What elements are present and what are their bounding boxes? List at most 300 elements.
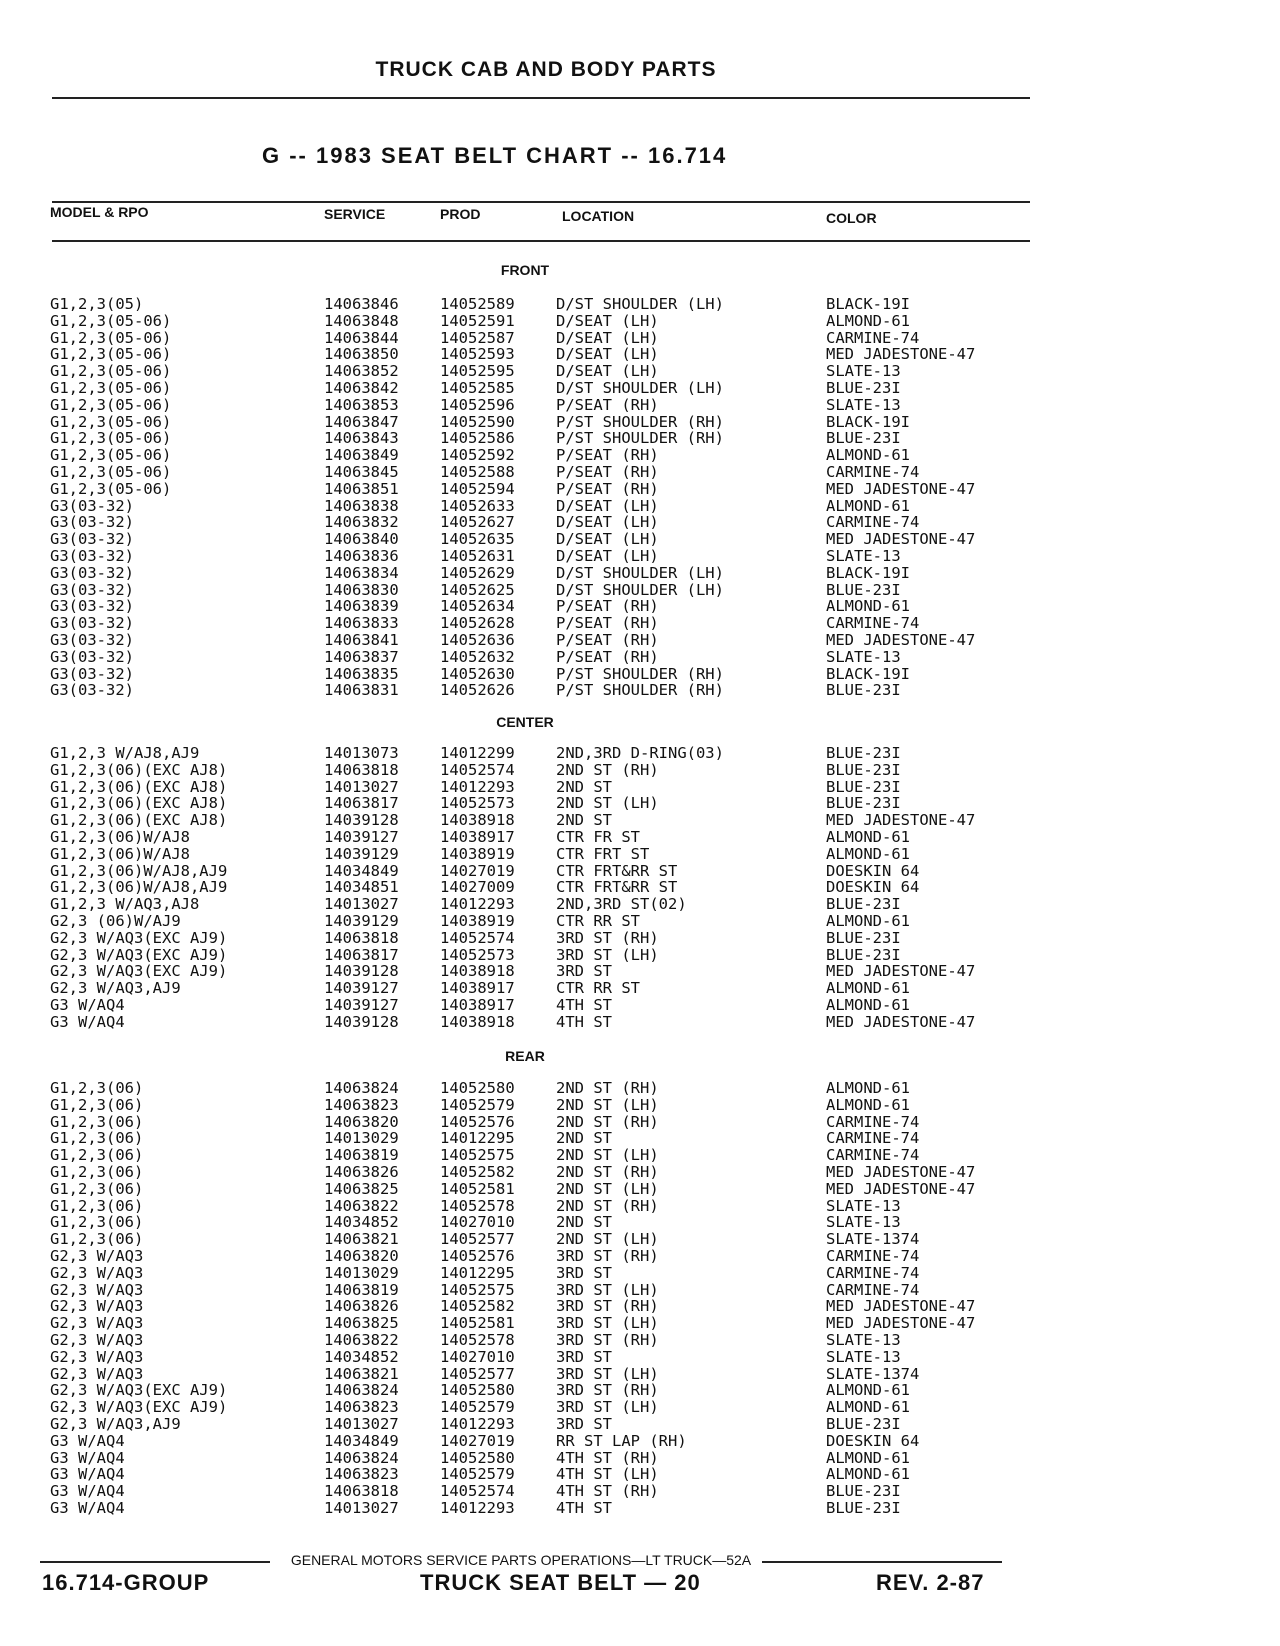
cell-model: G1,2,3(05-06) — [50, 446, 172, 465]
cell-loc: D/SEAT (LH) — [556, 345, 659, 364]
section-label-front: FRONT — [500, 262, 550, 278]
cell-service: 14039128 — [324, 811, 399, 830]
cell-color: DOESKIN 64 — [826, 1431, 920, 1450]
cell-model: G1,2,3(06)(EXC AJ8) — [50, 811, 228, 830]
cell-loc: 2ND,3RD ST(02) — [556, 895, 687, 914]
cell-color: ALMOND-61 — [826, 844, 910, 863]
cell-model: G3 W/AQ4 — [50, 1498, 125, 1517]
cell-prod: 14052632 — [440, 647, 515, 666]
table-row — [0, 1366, 1040, 1383]
cell-model: G1,2,3(06) — [50, 1129, 144, 1148]
cell-loc: P/ST SHOULDER (RH) — [556, 412, 724, 431]
table-row — [0, 1214, 1040, 1231]
cell-color: SLATE-13 — [826, 546, 901, 565]
cell-prod: 14052573 — [440, 945, 515, 964]
cell-prod: 14038917 — [440, 827, 515, 846]
table-row — [0, 1483, 1040, 1500]
cell-loc: 2ND ST (LH) — [556, 1230, 659, 1249]
table-row — [0, 1466, 1040, 1483]
cell-color: BLUE-23I — [826, 945, 901, 964]
table-row — [0, 1014, 1040, 1031]
cell-model: G3(03-32) — [50, 647, 134, 666]
cell-model: G1,2,3(06) — [50, 1112, 144, 1131]
cell-service: 14013029 — [324, 1129, 399, 1148]
cell-prod: 14052592 — [440, 446, 515, 465]
cell-model: G2,3 W/AQ3(EXC AJ9) — [50, 1381, 228, 1400]
footer-rule-left — [40, 1561, 270, 1563]
cell-color: MED JADESTONE-47 — [826, 811, 976, 830]
cell-service: 14063825 — [324, 1314, 399, 1333]
cell-service: 14063825 — [324, 1179, 399, 1198]
page-header: TRUCK CAB AND BODY PARTS — [375, 58, 717, 81]
table-row — [0, 682, 1040, 699]
table-row — [0, 1181, 1040, 1198]
cell-service: 14063852 — [324, 362, 399, 381]
cell-color: BLUE-23I — [826, 1498, 901, 1517]
cell-service: 14063841 — [324, 630, 399, 649]
cell-color: BLUE-23I — [826, 1482, 901, 1501]
cell-prod: 14038918 — [440, 1012, 515, 1031]
cell-model: G1,2,3 W/AQ3,AJ8 — [50, 895, 200, 914]
col-head-model: MODEL & RPO — [50, 204, 149, 220]
cell-model: G3 W/AQ4 — [50, 995, 125, 1014]
cell-color: ALMOND-61 — [826, 911, 910, 930]
cell-service: 14013073 — [324, 744, 399, 762]
cell-color: BLUE-23I — [826, 681, 901, 700]
cell-loc: 2ND,3RD D-RING(03) — [556, 744, 724, 762]
cell-loc: D/ST SHOULDER (LH) — [556, 378, 724, 397]
cell-loc: 4TH ST — [556, 995, 612, 1014]
rows-center — [0, 745, 1040, 1031]
section-label-center: CENTER — [496, 714, 554, 730]
cell-service: 14063843 — [324, 429, 399, 448]
cell-model: G1,2,3(06)(EXC AJ8) — [50, 794, 228, 813]
cell-model: G3(03-32) — [50, 530, 134, 549]
cell-prod: 14052579 — [440, 1398, 515, 1417]
table-row — [0, 330, 1040, 347]
cell-model: G2,3 W/AQ3 — [50, 1246, 144, 1265]
table-row — [0, 913, 1040, 930]
cell-model: G2,3 W/AQ3 — [50, 1314, 144, 1333]
cell-loc: 3RD ST — [556, 1414, 612, 1433]
cell-color: BLUE-23I — [826, 378, 901, 397]
cell-loc: P/SEAT (RH) — [556, 479, 659, 498]
cell-prod: 14052593 — [440, 345, 515, 364]
table-row — [0, 1097, 1040, 1114]
cell-loc: 3RD ST — [556, 962, 612, 981]
cell-model: G1,2,3(05-06) — [50, 345, 172, 364]
cell-model: G2,3 (06)W/AJ9 — [50, 911, 181, 930]
cell-service: 14063819 — [324, 1280, 399, 1299]
cell-model: G2,3 W/AQ3,AJ9 — [50, 979, 181, 998]
cell-loc: D/ST SHOULDER (LH) — [556, 295, 724, 313]
cell-color: BLUE-23I — [826, 777, 901, 796]
cell-loc: D/ST SHOULDER (LH) — [556, 580, 724, 599]
table-row — [0, 1114, 1040, 1131]
table-row — [0, 812, 1040, 829]
cell-service: 14013027 — [324, 1498, 399, 1517]
cell-model: G1,2,3(06) — [50, 1230, 144, 1249]
cell-prod: 14052577 — [440, 1364, 515, 1383]
cell-loc: 3RD ST (LH) — [556, 1398, 659, 1417]
table-row — [0, 649, 1040, 666]
table-row — [0, 514, 1040, 531]
footer-section-title: TRUCK SEAT BELT — 20 — [420, 1570, 701, 1595]
cell-model: G3(03-32) — [50, 614, 134, 633]
cell-prod: 14052595 — [440, 362, 515, 381]
cell-prod: 14012293 — [440, 895, 515, 914]
cell-prod: 14052575 — [440, 1280, 515, 1299]
cell-service: 14063846 — [324, 295, 399, 313]
cell-model: G2,3 W/AQ3(EXC AJ9) — [50, 1398, 228, 1417]
cell-model: G2,3 W/AQ3 — [50, 1263, 144, 1282]
cell-color: CARMINE-74 — [826, 513, 920, 532]
cell-prod: 14038918 — [440, 962, 515, 981]
cell-model: G3 W/AQ4 — [50, 1482, 125, 1501]
cell-service: 14063823 — [324, 1398, 399, 1417]
cell-loc: 3RD ST (RH) — [556, 1297, 659, 1316]
cell-loc: 2ND ST — [556, 811, 612, 830]
cell-prod: 14052580 — [440, 1079, 515, 1097]
cell-color: ALMOND-61 — [826, 1095, 910, 1114]
cell-prod: 14052587 — [440, 328, 515, 347]
cell-model: G1,2,3(06) — [50, 1079, 144, 1097]
cell-prod: 14052580 — [440, 1448, 515, 1467]
cell-service: 14063818 — [324, 928, 399, 947]
cell-model: G1,2,3(05-06) — [50, 362, 172, 381]
rows-front — [0, 296, 1040, 699]
cell-color: CARMINE-74 — [826, 1112, 920, 1131]
cell-prod: 14052578 — [440, 1330, 515, 1349]
cell-service: 14013027 — [324, 1414, 399, 1433]
table-row — [0, 997, 1040, 1014]
cell-model: G1,2,3(05-06) — [50, 395, 172, 414]
cell-loc: 3RD ST (RH) — [556, 1330, 659, 1349]
cell-prod: 14012295 — [440, 1129, 515, 1148]
cell-service: 14063824 — [324, 1448, 399, 1467]
table-row — [0, 1164, 1040, 1181]
cell-model: G3(03-32) — [50, 664, 134, 683]
table-row — [0, 1315, 1040, 1332]
table-row — [0, 548, 1040, 565]
cell-prod: 14052580 — [440, 1381, 515, 1400]
cell-model: G2,3 W/AQ3 — [50, 1347, 144, 1366]
cell-color: CARMINE-74 — [826, 462, 920, 481]
cell-color: BLACK-19I — [826, 412, 910, 431]
cell-model: G2,3 W/AQ3(EXC AJ9) — [50, 928, 228, 947]
cell-color: ALMOND-61 — [826, 446, 910, 465]
cell-color: ALMOND-61 — [826, 1448, 910, 1467]
cell-model: G2,3 W/AQ3 — [50, 1297, 144, 1316]
cell-service: 14063819 — [324, 1146, 399, 1165]
cell-color: MED JADESTONE-47 — [826, 1179, 976, 1198]
cell-loc: 2ND ST — [556, 1129, 612, 1148]
cell-loc: 3RD ST (LH) — [556, 945, 659, 964]
cell-color: BLACK-19I — [826, 664, 910, 683]
cell-color: MED JADESTONE-47 — [826, 345, 976, 364]
cell-model: G1,2,3(05-06) — [50, 412, 172, 431]
col-head-location: LOCATION — [562, 208, 635, 224]
cell-color: ALMOND-61 — [826, 995, 910, 1014]
cell-loc: D/ST SHOULDER (LH) — [556, 563, 724, 582]
cell-loc: CTR FRT&RR ST — [556, 878, 678, 897]
table-row — [0, 582, 1040, 599]
cell-color: ALMOND-61 — [826, 1079, 910, 1097]
table-row — [0, 1298, 1040, 1315]
table-row — [0, 363, 1040, 380]
cell-service: 14063820 — [324, 1246, 399, 1265]
table-row — [0, 481, 1040, 498]
cell-loc: 2ND ST (RH) — [556, 1162, 659, 1181]
cell-prod: 14052574 — [440, 760, 515, 779]
cell-service: 14034852 — [324, 1213, 399, 1232]
cell-loc: P/SEAT (RH) — [556, 395, 659, 414]
rows-rear — [0, 1080, 1040, 1517]
cell-prod: 14052631 — [440, 546, 515, 565]
col-head-service: SERVICE — [324, 206, 386, 222]
table-row — [0, 963, 1040, 980]
cell-color: BLUE-23I — [826, 760, 901, 779]
cell-service: 14013027 — [324, 777, 399, 796]
header-rule — [52, 97, 1030, 99]
table-row — [0, 615, 1040, 632]
cell-loc: D/SEAT (LH) — [556, 546, 659, 565]
cell-service: 14063821 — [324, 1364, 399, 1383]
col-head-prod: PROD — [440, 206, 481, 222]
table-row — [0, 1248, 1040, 1265]
table-row — [0, 1399, 1040, 1416]
cell-model: G3(03-32) — [50, 580, 134, 599]
cell-model: G3(03-32) — [50, 563, 134, 582]
cell-loc: P/SEAT (RH) — [556, 647, 659, 666]
cell-prod: 14052581 — [440, 1179, 515, 1198]
cell-service: 14063844 — [324, 328, 399, 347]
cell-loc: CTR RR ST — [556, 911, 640, 930]
footer-revision: REV. 2-87 — [876, 1570, 985, 1595]
cell-prod: 14052575 — [440, 1146, 515, 1165]
cell-prod: 14052628 — [440, 614, 515, 633]
cell-color: MED JADESTONE-47 — [826, 1012, 976, 1031]
cell-service: 14039127 — [324, 827, 399, 846]
cell-model: G3(03-32) — [50, 681, 134, 700]
cell-service: 14063824 — [324, 1381, 399, 1400]
cell-model: G1,2,3(06)(EXC AJ8) — [50, 777, 228, 796]
cell-model: G1,2,3(06) — [50, 1179, 144, 1198]
cell-loc: RR ST LAP (RH) — [556, 1431, 687, 1450]
table-row — [0, 947, 1040, 964]
cell-color: MED JADESTONE-47 — [826, 630, 976, 649]
cell-prod: 14052579 — [440, 1465, 515, 1484]
cell-service: 14039128 — [324, 962, 399, 981]
cell-loc: 3RD ST (LH) — [556, 1364, 659, 1383]
cell-prod: 14052629 — [440, 563, 515, 582]
cell-service: 14063836 — [324, 546, 399, 565]
cell-color: CARMINE-74 — [826, 1146, 920, 1165]
cell-service: 14063842 — [324, 378, 399, 397]
cell-prod: 14052586 — [440, 429, 515, 448]
cell-model: G3(03-32) — [50, 630, 134, 649]
cell-service: 14063834 — [324, 563, 399, 582]
cell-loc: 2ND ST (LH) — [556, 1179, 659, 1198]
cell-loc: 2ND ST — [556, 777, 612, 796]
cell-prod: 14052579 — [440, 1095, 515, 1114]
cell-color: MED JADESTONE-47 — [826, 1314, 976, 1333]
cell-service: 14063853 — [324, 395, 399, 414]
cell-service: 14039128 — [324, 1012, 399, 1031]
cell-service: 14063839 — [324, 597, 399, 616]
cell-service: 14063823 — [324, 1095, 399, 1114]
cell-service: 14034849 — [324, 1431, 399, 1450]
cell-color: ALMOND-61 — [826, 311, 910, 330]
table-row — [0, 1450, 1040, 1467]
table-row — [0, 447, 1040, 464]
cell-prod: 14052633 — [440, 496, 515, 515]
cell-color: BLACK-19I — [826, 563, 910, 582]
table-row — [0, 1130, 1040, 1147]
cell-loc: D/SEAT (LH) — [556, 513, 659, 532]
cell-model: G3(03-32) — [50, 496, 134, 515]
cell-color: ALMOND-61 — [826, 1398, 910, 1417]
cell-service: 14063850 — [324, 345, 399, 364]
cell-loc: D/SEAT (LH) — [556, 328, 659, 347]
cell-model: G1,2,3(06) — [50, 1162, 144, 1181]
table-row — [0, 1382, 1040, 1399]
cell-loc: 4TH ST — [556, 1012, 612, 1031]
cell-service: 14039127 — [324, 995, 399, 1014]
cell-color: CARMINE-74 — [826, 1263, 920, 1282]
cell-service: 14063824 — [324, 1079, 399, 1097]
cell-model: G2,3 W/AQ3,AJ9 — [50, 1414, 181, 1433]
cell-prod: 14052574 — [440, 1482, 515, 1501]
cell-prod: 14038917 — [440, 995, 515, 1014]
cell-color: BLUE-23I — [826, 928, 901, 947]
cell-prod: 14012293 — [440, 777, 515, 796]
cell-prod: 14027010 — [440, 1347, 515, 1366]
table-row — [0, 762, 1040, 779]
cell-service: 14063830 — [324, 580, 399, 599]
cell-service: 14039127 — [324, 979, 399, 998]
cell-color: SLATE-13 — [826, 1347, 901, 1366]
cell-color: SLATE-13 — [826, 647, 901, 666]
cell-loc: 3RD ST (RH) — [556, 1246, 659, 1265]
cell-loc: 3RD ST — [556, 1347, 612, 1366]
cell-loc: 3RD ST (LH) — [556, 1314, 659, 1333]
cell-loc: CTR FR ST — [556, 827, 640, 846]
cell-model: G1,2,3(05-06) — [50, 311, 172, 330]
cell-prod: 14052626 — [440, 681, 515, 700]
cell-color: SLATE-1374 — [826, 1230, 920, 1249]
cell-loc: P/SEAT (RH) — [556, 597, 659, 616]
cell-prod: 14052582 — [440, 1297, 515, 1316]
cell-prod: 14052581 — [440, 1314, 515, 1333]
cell-loc: 2ND ST (LH) — [556, 794, 659, 813]
cell-loc: 4TH ST (RH) — [556, 1482, 659, 1501]
cell-service: 14039129 — [324, 844, 399, 863]
table-row — [0, 879, 1040, 896]
cell-service: 14063840 — [324, 530, 399, 549]
cell-service: 14063832 — [324, 513, 399, 532]
table-header-rule — [52, 240, 1030, 242]
cell-prod: 14052576 — [440, 1112, 515, 1131]
cell-color: SLATE-13 — [826, 395, 901, 414]
cell-loc: P/SEAT (RH) — [556, 462, 659, 481]
table-row — [0, 464, 1040, 481]
cell-service: 14063838 — [324, 496, 399, 515]
table-row — [0, 980, 1040, 997]
cell-loc: CTR RR ST — [556, 979, 640, 998]
cell-model: G1,2,3(06) — [50, 1196, 144, 1215]
cell-prod: 14038919 — [440, 911, 515, 930]
cell-prod: 14027010 — [440, 1213, 515, 1232]
table-row — [0, 1416, 1040, 1433]
cell-service: 14063823 — [324, 1465, 399, 1484]
cell-loc: CTR FRT&RR ST — [556, 861, 678, 880]
cell-model: G1,2,3(06) — [50, 1095, 144, 1114]
cell-model: G3(03-32) — [50, 513, 134, 532]
cell-color: CARMINE-74 — [826, 1280, 920, 1299]
cell-service: 14034849 — [324, 861, 399, 880]
cell-prod: 14038917 — [440, 979, 515, 998]
table-row — [0, 795, 1040, 812]
col-head-color: COLOR — [826, 210, 877, 226]
cell-loc: D/SEAT (LH) — [556, 311, 659, 330]
table-row — [0, 598, 1040, 615]
cell-model: G2,3 W/AQ3 — [50, 1364, 144, 1383]
cell-prod: 14052596 — [440, 395, 515, 414]
cell-prod: 14052591 — [440, 311, 515, 330]
cell-color: MED JADESTONE-47 — [826, 962, 976, 981]
cell-service: 14013029 — [324, 1263, 399, 1282]
cell-prod: 14052630 — [440, 664, 515, 683]
cell-loc: 2ND ST (RH) — [556, 1112, 659, 1131]
cell-prod: 14052635 — [440, 530, 515, 549]
cell-loc: D/SEAT (LH) — [556, 530, 659, 549]
cell-loc: 4TH ST — [556, 1498, 612, 1517]
cell-model: G1,2,3(06)W/AJ8 — [50, 844, 190, 863]
cell-loc: CTR FRT ST — [556, 844, 650, 863]
table-row — [0, 531, 1040, 548]
table-row — [0, 1147, 1040, 1164]
cell-prod: 14052573 — [440, 794, 515, 813]
table-row — [0, 313, 1040, 330]
table-row — [0, 1349, 1040, 1366]
cell-prod: 14052574 — [440, 928, 515, 947]
footer-org-text: GENERAL MOTORS SERVICE PARTS OPERATIONS—LT TRUCK—52A — [287, 1552, 755, 1568]
cell-color: SLATE-13 — [826, 1330, 901, 1349]
cell-model: G2,3 W/AQ3(EXC AJ9) — [50, 962, 228, 981]
cell-color: ALMOND-61 — [826, 597, 910, 616]
cell-loc: 2ND ST (LH) — [556, 1095, 659, 1114]
cell-color: ALMOND-61 — [826, 979, 910, 998]
cell-service: 14063817 — [324, 945, 399, 964]
cell-service: 14063818 — [324, 760, 399, 779]
footer-rule-right — [762, 1561, 1002, 1563]
table-row — [0, 1080, 1040, 1097]
cell-loc: 2ND ST (RH) — [556, 760, 659, 779]
cell-loc: 3RD ST (RH) — [556, 928, 659, 947]
cell-loc: 3RD ST — [556, 1263, 612, 1282]
cell-service: 14063822 — [324, 1330, 399, 1349]
table-row — [0, 1198, 1040, 1215]
table-row — [0, 346, 1040, 363]
cell-color: ALMOND-61 — [826, 1381, 910, 1400]
cell-model: G3 W/AQ4 — [50, 1012, 125, 1031]
cell-prod: 14052578 — [440, 1196, 515, 1215]
cell-model: G1,2,3(06)(EXC AJ8) — [50, 760, 228, 779]
cell-model: G3 W/AQ4 — [50, 1431, 125, 1450]
cell-model: G1,2,3(05-06) — [50, 462, 172, 481]
cell-model: G3 W/AQ4 — [50, 1465, 125, 1484]
